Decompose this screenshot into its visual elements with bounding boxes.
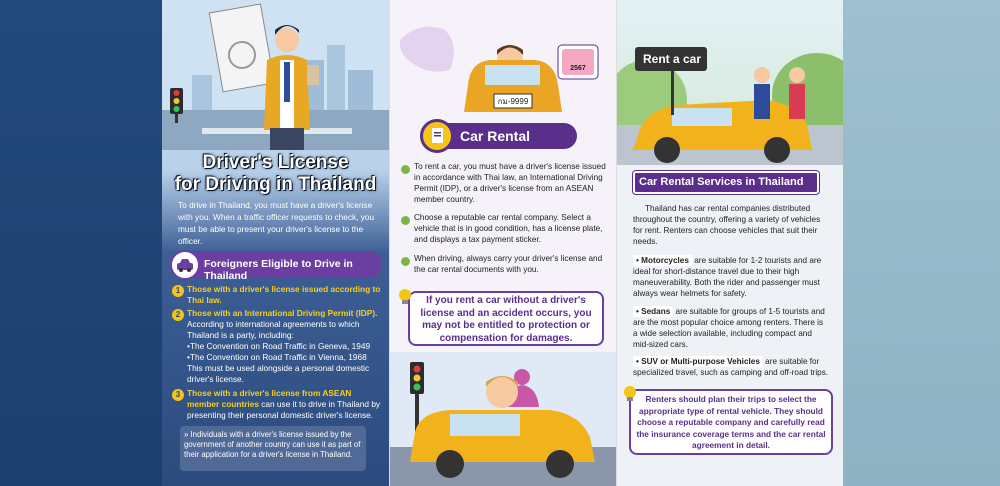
- list-item: Choose a reputable car rental company. Select a vehicle that is in good condition, has a license plate, and displays a tax payment sticker.: [414, 213, 603, 244]
- intro-text: Thailand has car rental companies distributed throughout the country, offering a variety of vehicles for rent. Renters can choose vehicles that suit their needs.: [633, 204, 821, 246]
- sign-label: Rent a car: [643, 52, 702, 66]
- item-body: According to international agreements to which Thailand is a party, including:: [187, 319, 360, 340]
- check-icon: [401, 257, 410, 266]
- number-badge: 1: [172, 285, 184, 297]
- item-sub: •The Convention on Road Traffic in Geneva, 1949: [187, 341, 371, 351]
- vehicle-description: are suitable for specialized travel, such as camping and off-road trips.: [633, 357, 829, 377]
- motorcycles-item: [633, 255, 829, 299]
- tip-text: Renters should plan their trips to select the appropriate type of rental vehicle. They should choose a reputable company and carefully read the insurance coverage terms and the car rental agreement in detail.: [636, 394, 826, 450]
- item-heading: Those with an International Driving Permit (IDP).: [187, 308, 378, 318]
- document-icon: [420, 119, 454, 153]
- vehicle-description: are suitable for 1-2 tourists and are ideal for short-distance travel due to their high maneuverability. Both the rider and passenger must always wear helmets for safety.: [633, 256, 822, 298]
- right-background: [843, 0, 1000, 486]
- list-item: [187, 308, 382, 385]
- vehicle-tag: • SUV or Multi-purpose Vehicles: [633, 356, 763, 367]
- section-title: Car Rental: [460, 128, 531, 144]
- car-rental-illustration: [390, 0, 617, 120]
- section-title: Car Rental Services in Thailand: [639, 176, 804, 188]
- vehicle-tag: • Motorcycles: [633, 255, 692, 266]
- number-badge: 3: [172, 389, 184, 401]
- banner-label: Foreigners Eligible to Drive in Thailand: [204, 258, 353, 282]
- drivers-license-illustration: [162, 0, 389, 150]
- car-rental-panel: [389, 0, 617, 486]
- item-sub: •The Convention on Road Traffic in Vienna, 1968: [187, 352, 367, 362]
- sedans-item: [633, 306, 829, 350]
- item-tail: This must be used alongside a personal domestic driver's license.: [187, 363, 370, 384]
- car-icon: [170, 250, 200, 280]
- item-body: can use it to drive in Thailand by presenting their personal domestic driver's license.: [187, 399, 381, 420]
- title-line-2: for Driving in Thailand: [174, 174, 377, 195]
- list-item: [187, 388, 382, 421]
- number-badge: 2: [172, 309, 184, 321]
- license-plate: กม-9999: [497, 97, 529, 106]
- lightbulb-icon: [398, 288, 412, 306]
- item-heading: Those with a driver's license from ASEAN member countries: [187, 388, 352, 409]
- vehicle-description: are suitable for groups of 1-5 tourists and are the most popular choice among renters. There is a wide selection available, including compact and mid-sized cars.: [633, 307, 825, 349]
- rental-illustration: [617, 0, 843, 165]
- check-icon: [401, 216, 410, 225]
- rental-services-panel: [617, 0, 843, 486]
- title-line-1: Driver's License: [202, 152, 349, 173]
- page-title: [162, 152, 389, 196]
- intro-text: To drive in Thailand, you must have a driver's license with you. When a traffic officer requests to check, you must be able to present your driver's license to the officer.: [178, 200, 375, 246]
- warning-text: If you rent a car without a driver's license and an accident occurs, you may not be entitled to protection or compensation for damages.: [420, 295, 592, 344]
- left-background: [0, 0, 162, 486]
- vehicle-tag: • Sedans: [633, 306, 673, 317]
- list-item: To rent a car, you must have a driver's license issued in accordance with Thai law, an International Driving Permit (IDP), or a driver's license from an ASEAN member country.: [414, 162, 606, 204]
- check-icon: [401, 165, 410, 174]
- drivers-license-panel: [162, 0, 389, 486]
- driving-illustration: [390, 352, 617, 486]
- item-heading: Those with a driver's license issued according to Thai law.: [187, 284, 381, 305]
- suv-item: [633, 356, 829, 378]
- note-text: » Individuals with a driver's license issued by the government of another country can use it as part of their application for a driver's license in Thailand.: [184, 430, 361, 460]
- tax-sticker: 2567: [570, 65, 586, 72]
- list-item: [187, 284, 382, 306]
- list-item: When driving, always carry your driver's license and the car rental documents with you.: [414, 254, 603, 274]
